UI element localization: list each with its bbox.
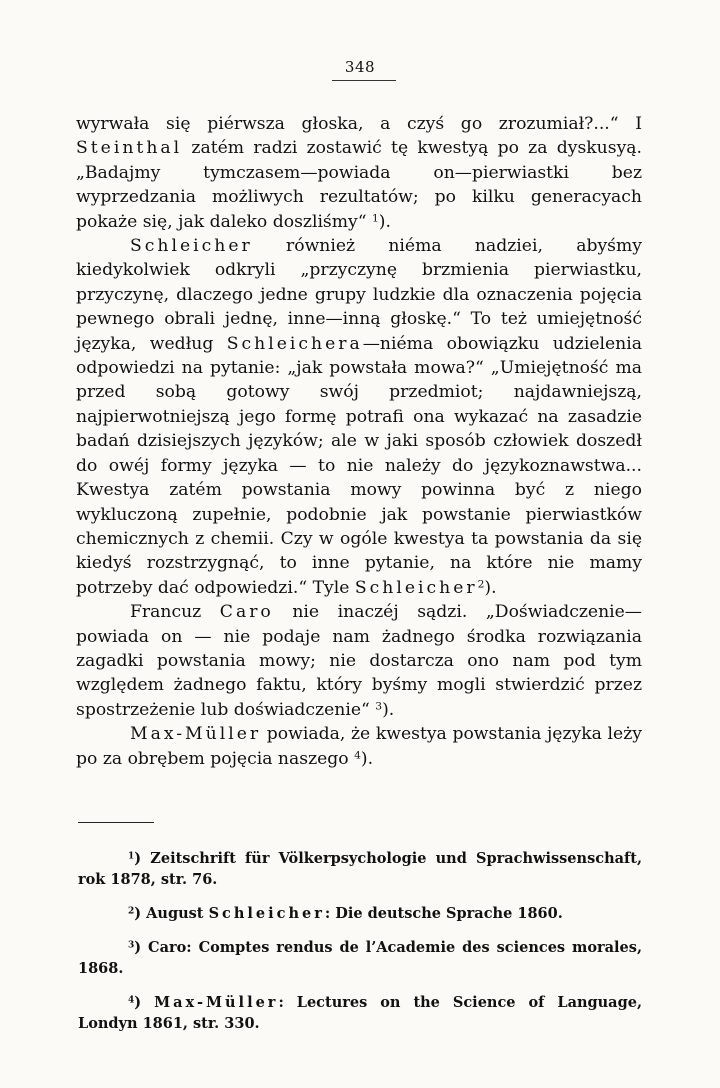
footnote-ref: 2 — [477, 577, 485, 591]
text-run: powiada, że kwestya powstania języka leży po za obrębem pojęcia naszego — [76, 724, 642, 769]
footnote-text: ) Zeitschrift für Völkerpsychologie und Sprachwissenschaft, rok 1878, str. 76. — [78, 850, 642, 888]
body-text — [76, 112, 642, 771]
spaced-name: Schleicher — [208, 905, 325, 922]
paragraph — [76, 600, 642, 722]
footnote — [78, 848, 642, 890]
text-run: również niéma nadziei, abyśmy kiedykolwiek odkryli „przyczynę brzmienia pierwiastku, przyczynę, dlaczego jedne grupy ludzkie dla oznaczenia pojęcia pewnego obrali jednę, inne—inną głoskę.“ To też umiejętność języka, według — [76, 236, 642, 354]
paragraph — [76, 722, 642, 771]
text-run: ). — [360, 748, 374, 769]
footnote — [78, 937, 642, 979]
footnote-text: : Die deutsche Sprache 1860. — [324, 905, 563, 922]
text-run: ). — [378, 211, 391, 232]
spaced-name: Schleicher — [354, 577, 478, 598]
spaced-name: Max-Müller — [130, 724, 262, 745]
footnote-rule — [78, 822, 154, 823]
footnote-ref: 3 — [375, 699, 383, 713]
footnotes — [78, 848, 642, 1047]
spaced-name: Max-Müller — [154, 994, 279, 1011]
footnote-ref: 1 — [372, 211, 379, 225]
text-run: —niéma obowiązku udzielenia odpowiedzi na pytanie: „jak powstała mowa?“ „Umiejętność ma przed sobą gotowy swój przedmiot; najdawniejszą, najpierwotniejszą jego formę potrafi ona wykazać na zasadzie badań dzisiejszych języków; ale w jaki sposób człowiek doszedł do owéj formy języka — to nie należy do językoznawstwa... Kwestya zatém powstania mowy powinna być z niego wykluczoną zupełnie, podobnie jak powstanie pierwiastków chemicznych z chemii. Czy w ogóle kwestya ta powstania da się kiedyś rozstrzygnąć, to inne pytanie, na które nie mamy potrzeby dać odpowiedzi.“ Tyle — [76, 333, 642, 598]
paragraph — [76, 234, 642, 600]
footnote-mark: 3 — [128, 940, 135, 951]
spaced-name: Schleicher — [130, 236, 253, 257]
text-run: ). — [382, 699, 395, 720]
footnote-mark: 1 — [128, 851, 135, 862]
footnote-ref: 4 — [354, 748, 361, 762]
text-run: nie inaczéj sądzi. „Doświadczenie—powiada on — nie podaje nam żadnego środka rozwiązania zagadki powstania mowy; nie dostarcza ono nam pod tym względem żadnego faktu, który byśmy mogli stwierdzić przez spostrzeżenie lub doświadczenie“ — [76, 602, 642, 720]
footnote-mark: 4 — [128, 995, 135, 1006]
spaced-name: Caro — [219, 602, 274, 623]
header-rule — [332, 80, 396, 81]
paragraph — [76, 112, 642, 234]
text-run: zatém radzi zostawić tę kwestyą po za dyskusyą. „Badajmy tymczasem—powiada on—pierwiastki bez wyprzedzania możliwych rezultatów; po kilku generacyach pokaże się, jak daleko doszliśmy“ — [76, 138, 642, 232]
footnote-mark: 2 — [128, 906, 135, 917]
spaced-name: Steinthal — [76, 138, 183, 159]
spaced-name: Schleichera — [226, 333, 363, 354]
footnote — [78, 903, 642, 924]
footnote-text: ) — [134, 994, 155, 1011]
footnote — [78, 992, 642, 1034]
text-run: Francuz — [130, 602, 220, 623]
text-run: ). — [484, 577, 497, 598]
page-number: 348 — [344, 58, 376, 76]
footnote-text: : Lectures on the Science of Language, Londyn 1861, str. 330. — [78, 994, 642, 1032]
footnote-text: ) August — [134, 905, 209, 922]
footnote-text: ) Caro: Comptes rendus de l’Academie des sciences morales, 1868. — [78, 939, 642, 977]
text-run: wyrwała się piérwsza głoska, a czyś go zrozumiał?...“ I — [76, 114, 642, 134]
